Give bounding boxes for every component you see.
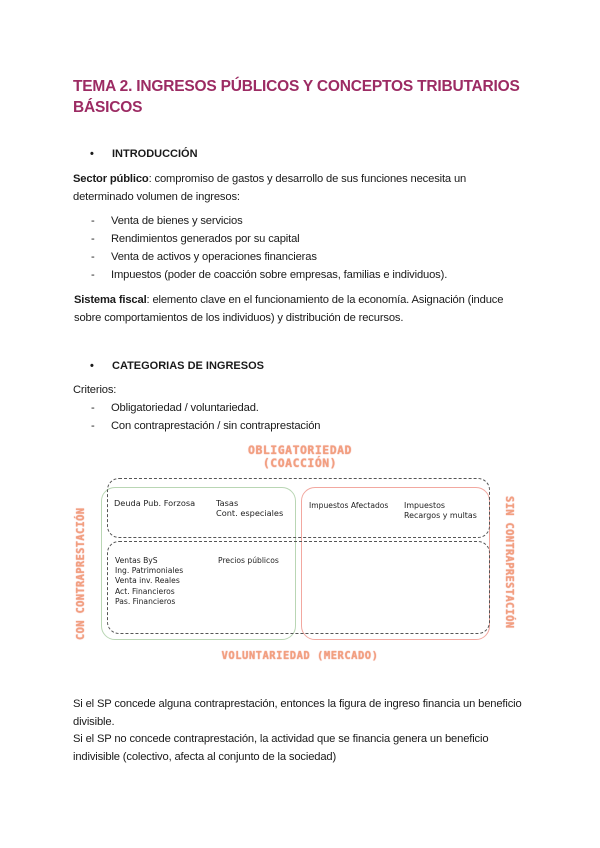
list-item: - Obligatoriedad / voluntariedad. [73, 399, 320, 417]
title-line-1: TEMA 2. INGRESOS PÚBLICOS Y CONCEPTOS TRIBUTARIOS [73, 78, 520, 95]
bullet-icon: • [90, 148, 94, 160]
conclusion-line-2: divisible. [73, 715, 115, 728]
impuestos-group [404, 501, 477, 522]
tasas: Tasas [216, 498, 239, 508]
conclusion-line-1: Si el SP concede alguna contraprestación, entonces la figura de ingreso financia un beneficio [73, 698, 522, 710]
tasas-group [216, 498, 283, 519]
list-item: Act. Financieros [115, 586, 175, 596]
recargos-y-multas: Recargos y multas [404, 511, 477, 521]
list-item: Venta inv. Reales [115, 576, 180, 586]
conclusion-line-3: Si el SP no concede contraprestación, la actividad que se financia genera un beneficio [73, 733, 489, 745]
title-line-2: BÁSICOS [73, 99, 143, 116]
sin-contraprestacion-label: SIN CONTRAPRESTACIÓN [503, 496, 515, 629]
conclusion-line-4: indivisible (colectivo, afecta al conjunto de la sociedad) [73, 750, 337, 763]
list-item: - Venta de activos y operaciones financieras [73, 248, 447, 266]
criterios-label: Criterios: [73, 384, 117, 396]
list-item: - Rendimientos generados por su capital [73, 230, 447, 248]
sistema-fiscal-text-2: sobre comportamientos de los individuos) y distribución de recursos. [74, 312, 404, 324]
list-item: - Impuestos (poder de coacción sobre empresas, familias e individuos). [73, 266, 447, 284]
impuestos-afectados: Impuestos Afectados [309, 501, 389, 510]
bullet-icon: • [90, 360, 94, 372]
voluntary-income-list [115, 556, 183, 607]
impuestos: Impuestos [404, 501, 446, 510]
sector-publico-label: Sector público [73, 173, 149, 185]
heading-text: CATEGORIAS DE INGRESOS [112, 360, 264, 372]
voluntariedad-label: VOLUNTARIEDAD (MERCADO) [221, 650, 379, 662]
precios-publicos: Precios públicos [218, 556, 279, 565]
list-item: - Venta de bienes y servicios [73, 212, 447, 230]
deuda-publica-forzosa: Deuda Pub. Forzosa [114, 498, 196, 508]
list-item: Pas. Financieros [115, 596, 176, 606]
conclusion-paragraph [73, 696, 522, 766]
contribuciones-especiales: Cont. especiales [216, 508, 284, 519]
list-item: Ventas ByS [115, 556, 158, 565]
sistema-fiscal-label: Sistema fiscal [74, 294, 147, 306]
sector-publico-text-1: : compromiso de gastos y desarrollo de sus funciones necesita un [148, 173, 467, 185]
obligatoriedad-line-2: (COACCIÓN) [262, 456, 338, 470]
sistema-fiscal-text-1: : elemento clave en el funcionamiento de la economía. Asignación (induce [146, 294, 504, 306]
obligatoriedad-line-1: OBLIGATORIEDAD [248, 443, 352, 457]
obligatoriedad-label [200, 444, 400, 470]
list-item: - Con contraprestación / sin contraprestación [73, 417, 320, 435]
list-item: Ing. Patrimoniales [115, 566, 184, 576]
heading-text: INTRODUCCIÓN [112, 148, 198, 160]
sector-publico-text-2: determinado volumen de ingresos: [73, 191, 240, 203]
con-contraprestacion-label: CON CONTRAPRESTACIÓN [75, 507, 87, 640]
